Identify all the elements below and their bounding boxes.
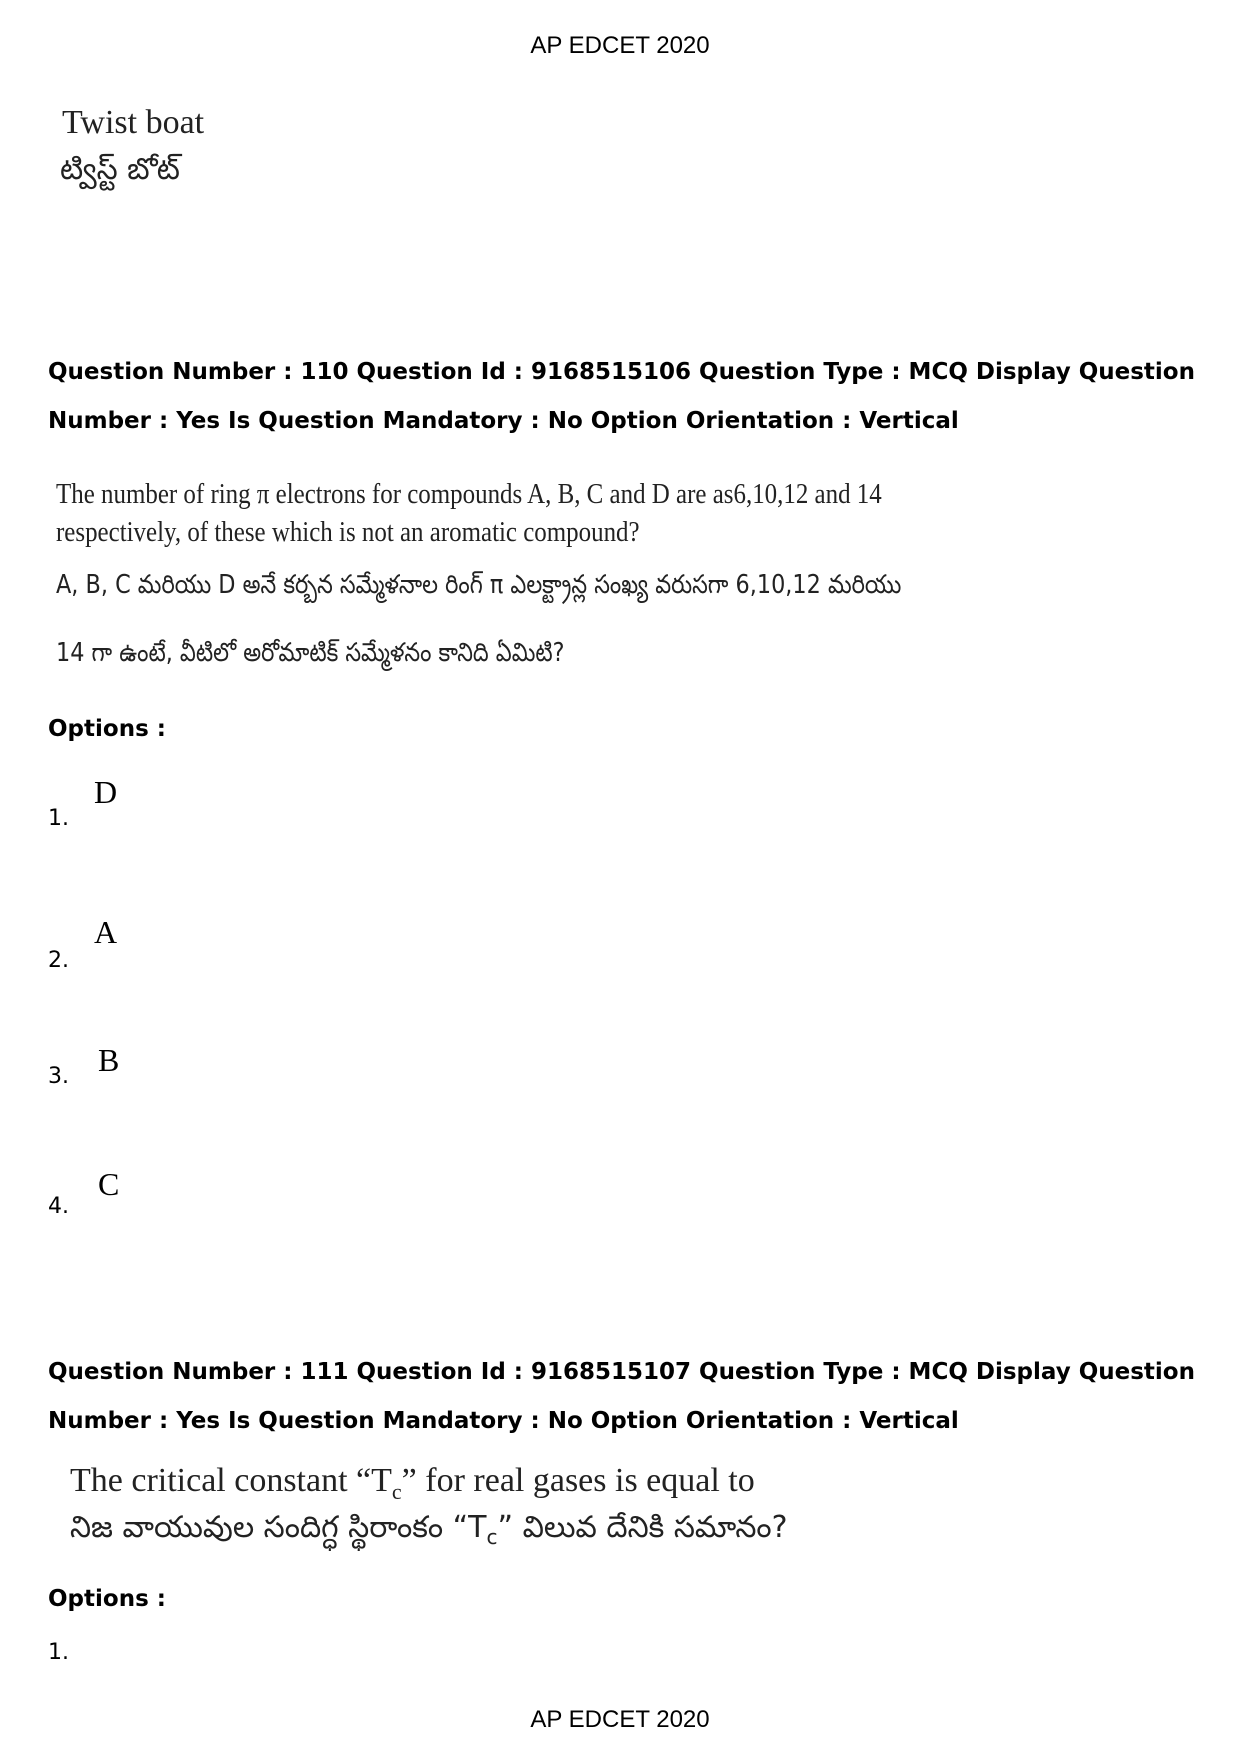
text-part: ” for real gases is equal to xyxy=(401,1462,755,1499)
option-number: 3. xyxy=(48,1064,69,1089)
question-110-text-te-line1: A, B, C మరియు D అనే కర్బన సమ్మేళనాల రింగ్ π ఎలక్ట్రాన్ల సంఖ్య వరుసగా 6,10,12 మరియు xyxy=(56,570,902,600)
question-110-meta: Question Number : 110 Question Id : 9168515106 Question Type : MCQ Display Question Number : Yes Is Question Mandatory : No Option Orientation : Vertical xyxy=(48,359,1195,434)
option-number: 1. xyxy=(48,1640,69,1665)
text-part: ” విలువ దేనికి సమానం? xyxy=(497,1510,788,1545)
prev-option-english: Twist boat xyxy=(62,104,205,141)
option-number: 4. xyxy=(48,1194,69,1219)
option-number: 2. xyxy=(48,948,69,973)
question-110-text-en-line2: respectively, of these which is not an aromatic compound? xyxy=(56,516,640,548)
option-value: C xyxy=(98,1166,120,1202)
question-111-meta: Question Number : 111 Question Id : 9168515107 Question Type : MCQ Display Question Number : Yes Is Question Mandatory : No Option Orientation : Vertical xyxy=(48,1359,1195,1434)
question-110-options-label: Options : xyxy=(48,716,166,742)
option-value: D xyxy=(94,774,118,810)
question-110-text-te-line2: 14 గా ఉంటే, వీటిలో అరోమాటిక్ సమ్మేళనం కానిది ఏమిటి? xyxy=(56,638,565,668)
question-111-text-en xyxy=(70,1462,755,1505)
page-footer: AP EDCET 2020 xyxy=(530,1706,710,1733)
prev-option-telugu: ట్విస్ట్ బోట్ xyxy=(60,152,180,187)
question-110-text-en-line1: The number of ring π electrons for compounds A, B, C and D are as6,10,12 and 14 xyxy=(56,478,882,510)
question-111-options-label: Options : xyxy=(48,1586,166,1612)
question-111-text-te xyxy=(70,1510,788,1552)
page-header: AP EDCET 2020 xyxy=(530,32,710,59)
subscript: c xyxy=(486,1525,498,1549)
text-part: The critical constant “T xyxy=(70,1462,392,1499)
subscript: c xyxy=(391,1478,402,1504)
text-part: నిజ వాయువుల సందిగ్ధ స్థిరాంకం “T xyxy=(70,1510,487,1545)
option-value: B xyxy=(98,1042,120,1078)
option-value: A xyxy=(94,914,118,950)
option-number: 1. xyxy=(48,806,69,831)
